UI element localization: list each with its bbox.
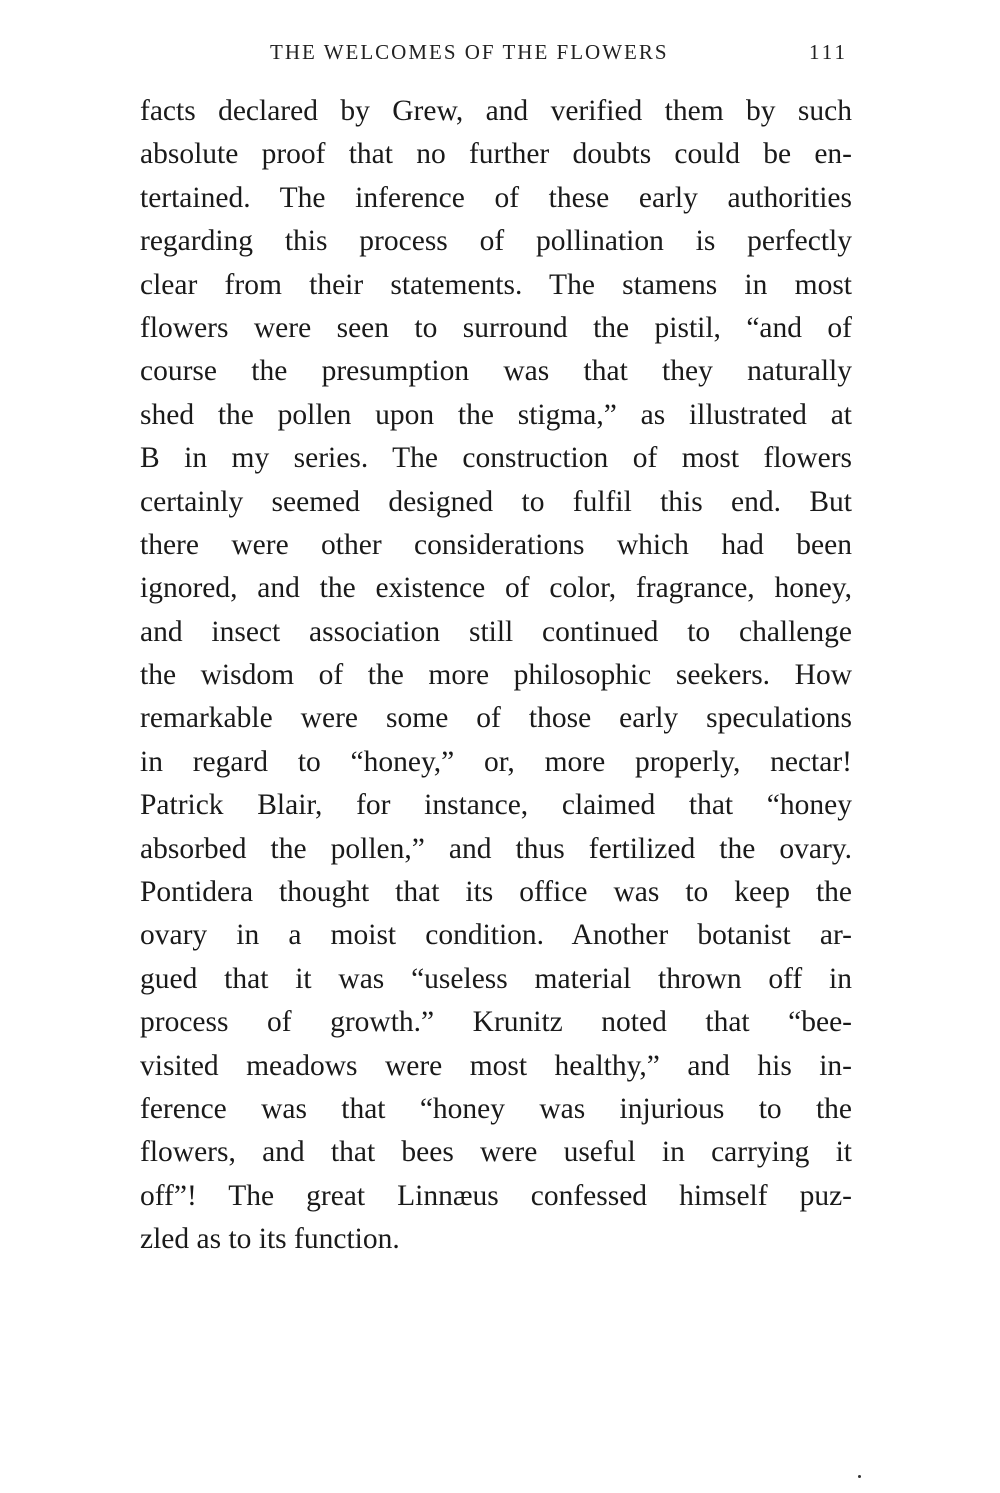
text-line: ovary in a moist condition. Another botanist ar- [140, 919, 852, 952]
text-line: tertained. The inference of these early authorities [140, 181, 852, 214]
running-head [140, 40, 852, 70]
text-line: absolute proof that no further doubts could be en- [140, 138, 852, 171]
text-line: in regard to “honey,” or, more properly, nectar! [140, 745, 852, 778]
body-paragraph [140, 90, 852, 1262]
text-line: there were other considerations which had been [140, 528, 852, 561]
text-line: B in my series. The construction of most flowers [140, 442, 852, 475]
text-line: flowers, and that bees were useful in carrying it [140, 1136, 852, 1169]
text-line: ference was that “honey was injurious to the [140, 1092, 852, 1125]
text-line: Patrick Blair, for instance, claimed that “honey [140, 789, 852, 822]
text-line: flowers were seen to surround the pistil, “and of [140, 311, 852, 344]
text-line: gued that it was “useless material thrown off in [140, 962, 852, 995]
text-line: course the presumption was that they naturally [140, 355, 852, 388]
text-line: visited meadows were most healthy,” and his in- [140, 1049, 852, 1082]
running-title: THE WELCOMES OF THE FLOWERS [270, 40, 669, 64]
text-line-last: zled as to its function. [140, 1223, 400, 1256]
page-number: 111 [809, 40, 848, 64]
text-line: regarding this process of pollination is perfectly [140, 225, 852, 258]
text-line: certainly seemed designed to fulfil this end. But [140, 485, 852, 518]
text-line: shed the pollen upon the stigma,” as illustrated at [140, 398, 852, 431]
scan-speck [858, 1475, 861, 1478]
text-line: remarkable were some of those early speculations [140, 702, 852, 735]
text-line: the wisdom of the more philosophic seekers. How [140, 659, 852, 692]
text-line: facts declared by Grew, and verified them by such [140, 95, 852, 127]
text-line: clear from their statements. The stamens in most [140, 268, 852, 301]
text-line: and insect association still continued to challenge [140, 615, 852, 648]
text-line: absorbed the pollen,” and thus fertilized the ovary. [140, 832, 852, 865]
text-line: process of growth.” Krunitz noted that “bee- [140, 1006, 852, 1039]
text-line: off”! The great Linnæus confessed himself puz- [140, 1179, 852, 1212]
text-line: ignored, and the existence of color, fragrance, honey, [140, 572, 852, 605]
text-line: Pontidera thought that its office was to keep the [140, 876, 852, 909]
